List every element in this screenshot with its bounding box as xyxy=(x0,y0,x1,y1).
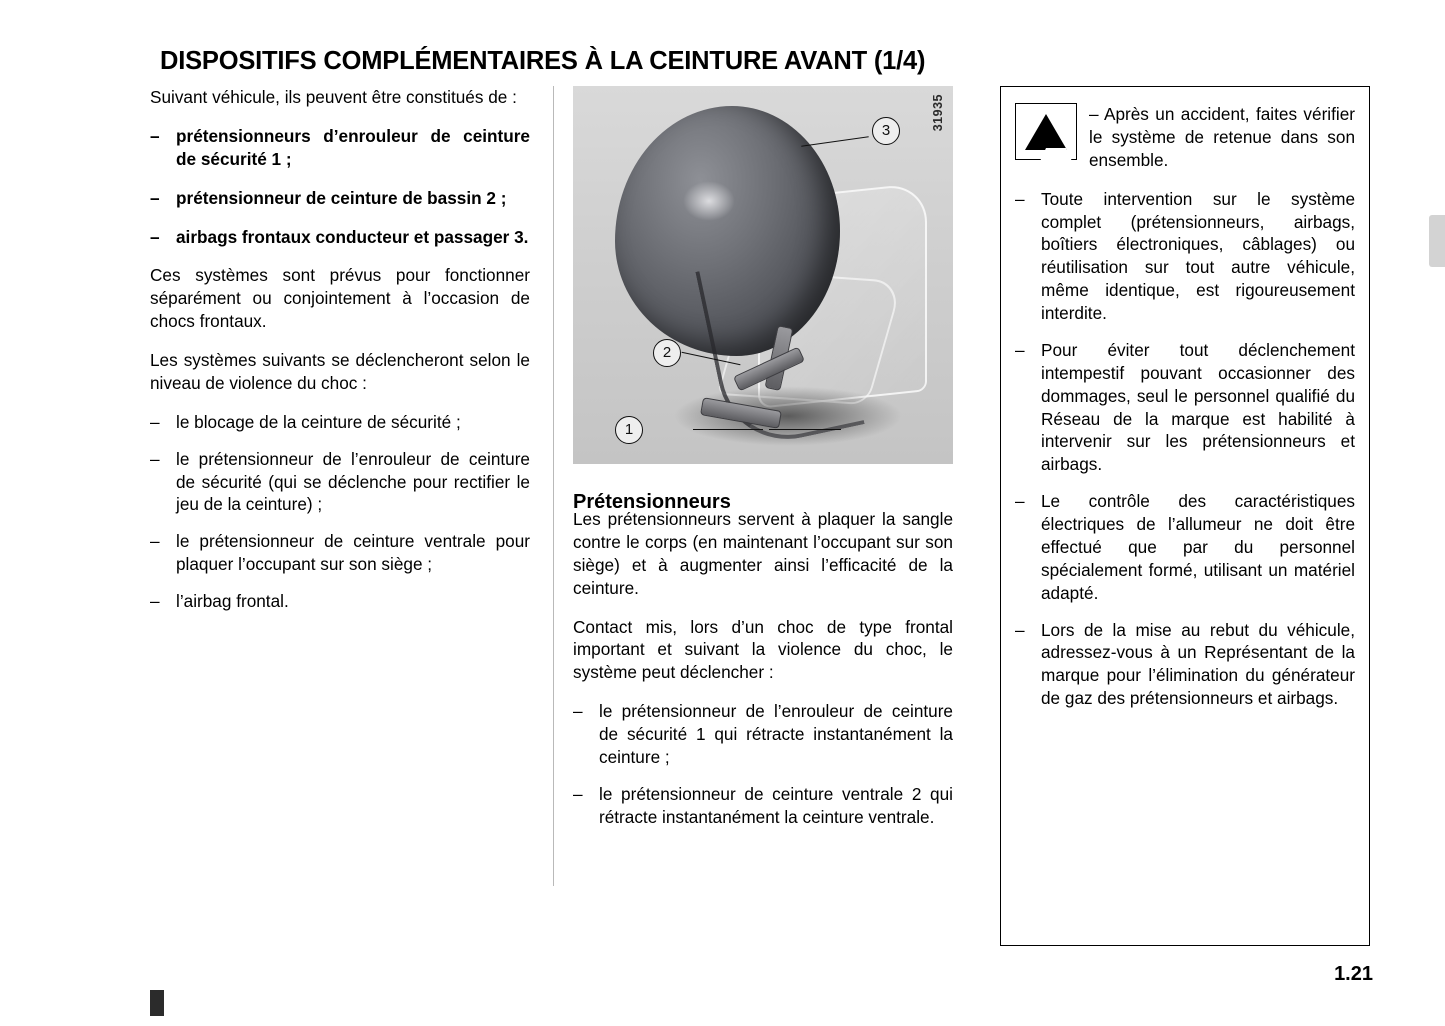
left-list-item-1-text: le blocage de la ceinture de sécurité ; xyxy=(176,411,461,432)
dash-marker: – xyxy=(150,187,160,208)
warning-item-2 xyxy=(1015,339,1355,476)
left-list-item-2 xyxy=(150,448,530,517)
left-list-item-2-text: le prétensionneur de l’enrouleur de ceinture de sécurité (qui se déclenche pour rectifier le jeu de la ceinture) ; xyxy=(176,448,530,515)
left-list-item-3-text: le prétensionneur de ceinture ventrale pour plaquer l’occupant sur son siège ; xyxy=(176,531,530,575)
warning-item-1 xyxy=(1015,188,1355,325)
dash-marker: – xyxy=(150,531,160,552)
middle-list-item-1-text: le prétensionneur de l’enrouleur de ceinture de sécurité 1 qui rétracte instantanément la ceinture ; xyxy=(599,701,953,767)
left-para-1: Ces systèmes sont prévus pour fonctionner séparément ou conjointement à l’occasion de chocs frontaux. xyxy=(150,265,530,332)
left-list-item-4-text: l’airbag frontal. xyxy=(176,591,289,611)
left-bold-item-1-text: prétensionneurs d’enrouleur de ceinture de sécurité 1 ; xyxy=(176,125,530,169)
airbag-illustration xyxy=(573,86,953,464)
middle-para-1: Les prétensionneurs servent à plaquer la sangle contre le corps (en maintenant l’occupant sur son siège) et à augmenter ainsi l’efficacité de la ceinture. xyxy=(573,509,953,598)
airbag-highlight xyxy=(683,181,735,221)
pretensioners-heading: Prétensionneurs xyxy=(573,490,731,513)
left-bold-item-3-text: airbags frontaux conducteur et passager 3. xyxy=(176,226,529,247)
section-tab-marker xyxy=(1429,215,1445,267)
left-bold-item-1 xyxy=(150,125,530,171)
bottom-marker xyxy=(150,990,164,1016)
dash-marker: – xyxy=(1015,491,1025,512)
callout-leader-1b xyxy=(693,429,763,430)
left-list-item-1 xyxy=(150,411,530,434)
left-bold-item-2-text: prétensionneur de ceinture de bassin 2 ; xyxy=(176,187,507,208)
dash-marker: – xyxy=(150,125,160,146)
left-bold-item-3 xyxy=(150,226,530,249)
callout-2: 2 xyxy=(653,339,681,367)
dash-marker: – xyxy=(150,411,160,432)
left-list-item-4 xyxy=(150,590,530,613)
exclamation-mark xyxy=(1044,131,1048,143)
middle-list-item-2 xyxy=(573,783,953,829)
dash-marker: – xyxy=(1015,619,1025,640)
warning-primary-text: – Après un accident, faites vérifier le système de retenue dans son ensemble. xyxy=(1089,104,1355,170)
triangle-shape xyxy=(1025,114,1067,150)
dash-marker: – xyxy=(1015,188,1025,209)
middle-column xyxy=(573,508,953,829)
dash-marker: – xyxy=(1015,339,1025,360)
warning-triangle-icon xyxy=(1015,103,1077,160)
dash-marker: – xyxy=(150,448,160,469)
column-divider xyxy=(553,86,554,886)
middle-list-item-1 xyxy=(573,700,953,769)
warning-box xyxy=(1000,86,1370,946)
callout-3: 3 xyxy=(872,117,900,145)
dash-marker: – xyxy=(150,591,160,611)
warning-item-2-text: Pour éviter tout déclenchement intempestif pouvant occasionner des dommages, seul le personnel qualifié du Réseau de la marque est habilité à intervenir sur les prétensionneurs et airbags. xyxy=(1041,339,1355,475)
figure-reference-code: 31935 xyxy=(931,94,945,132)
callout-leader-3 xyxy=(801,136,868,146)
middle-list-item-2-text: le prétensionneur de ceinture ventrale 2 qui rétracte instantanément la ceinture ventrale. xyxy=(599,783,953,827)
warning-item-3 xyxy=(1015,490,1355,604)
left-para-2: Les systèmes suivants se déclencheront selon le niveau de violence du choc : xyxy=(150,350,530,393)
callout-leader-1 xyxy=(769,429,841,430)
left-intro: Suivant véhicule, ils peuvent être constitués de : xyxy=(150,87,517,107)
warning-item-1-text: Toute intervention sur le système complet (prétensionneurs, airbags, boîtiers électroniques, câblages) ou réutilisation sur tout autre véhicule, même identique, est rigoureusement interdite. xyxy=(1041,188,1355,323)
page-number: 1.21 xyxy=(1334,963,1373,985)
dash-marker: – xyxy=(573,701,583,722)
middle-para-2: Contact mis, lors d’un choc de type frontal important et suivant la violence du choc, le système peut déclencher : xyxy=(573,616,953,683)
dash-marker: – xyxy=(573,783,583,804)
left-bold-item-2 xyxy=(150,187,530,210)
page-title: DISPOSITIFS COMPLÉMENTAIRES À LA CEINTURE AVANT (1/4) xyxy=(160,47,926,76)
callout-1: 1 xyxy=(615,416,643,444)
warning-item-3-text: Le contrôle des caractéristiques électriques de l’allumeur ne doit être effectué que par du personnel spécialement formé, utilisant un matériel adapté. xyxy=(1041,491,1355,603)
warning-header-row xyxy=(1015,103,1355,172)
left-column xyxy=(150,86,530,613)
warning-item-4 xyxy=(1015,619,1355,711)
dash-marker: – xyxy=(150,226,160,247)
left-list-item-3 xyxy=(150,530,530,576)
warning-item-4-text: Lors de la mise au rebut du véhicule, adressez-vous à un Représentant de la marque pour l’élimination du générateur de gaz des prétensionneurs et airbags. xyxy=(1041,619,1355,709)
